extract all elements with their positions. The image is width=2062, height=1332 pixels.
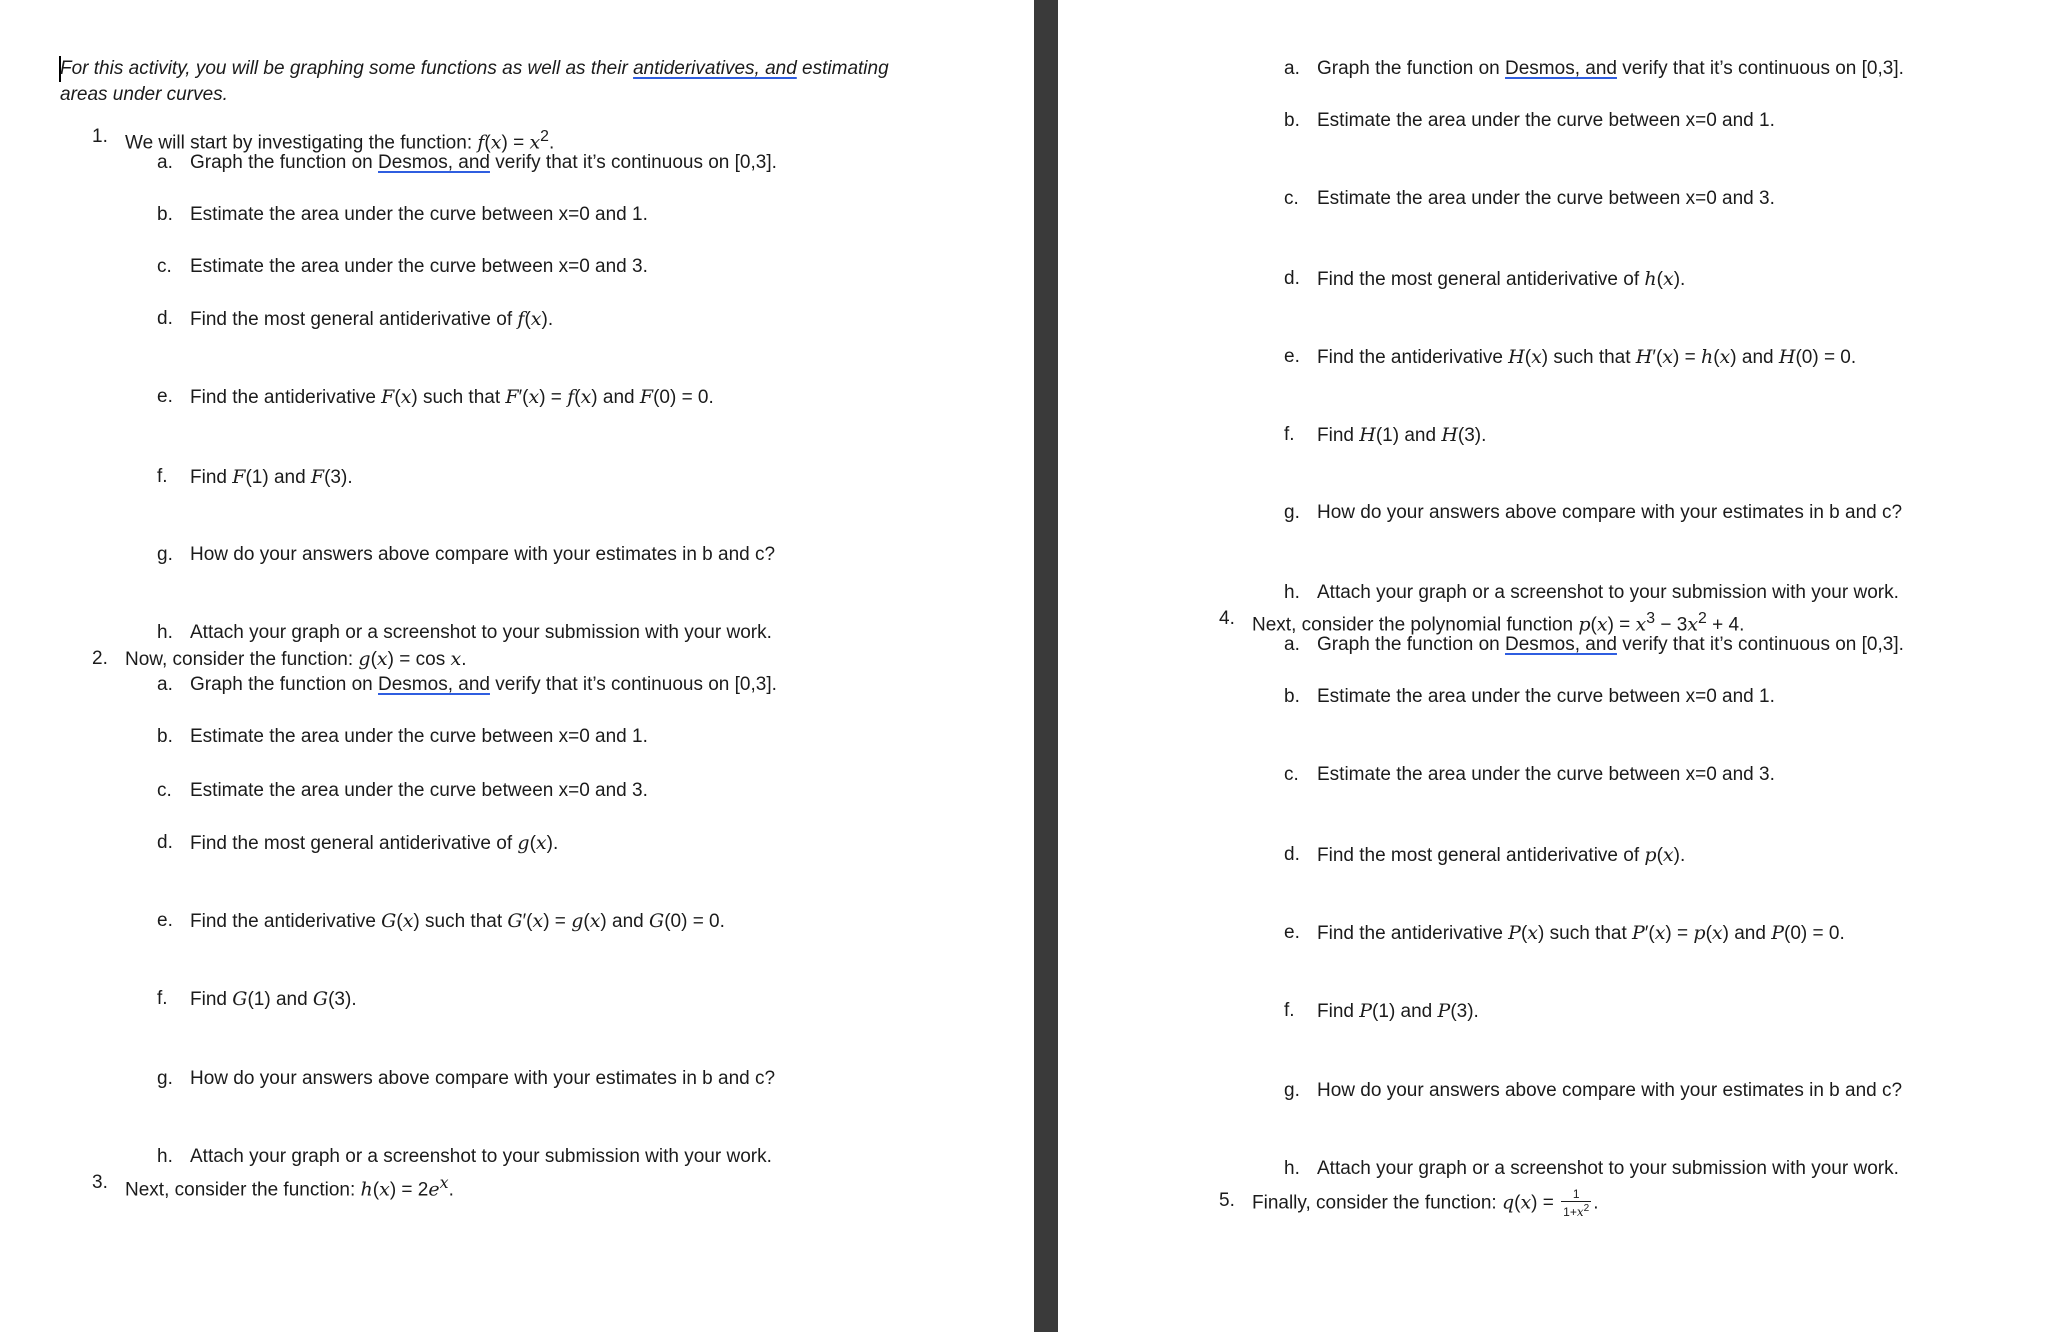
item-text: Estimate the area under the curve between x=0 and 3. (1317, 764, 1775, 785)
question-text: Finally, consider the function: q(x) = $\frac{1}{1+x^2}$ . (1252, 1187, 1599, 1219)
item-text: Graph the function on Desmos, and verify that it’s continuous on [0,3]. (190, 152, 777, 173)
item-text: Estimate the area under the curve between x=0 and 1. (1317, 686, 1775, 707)
question-text: We will start by investigating the function: $f(x) = x^2$. (125, 128, 555, 154)
item-text: Graph the function on Desmos, and verify that it’s continuous on [0,3]. (190, 674, 777, 695)
item-text: Estimate the area under the curve between x=0 and 3. (1317, 188, 1775, 209)
item-text: Find the most general antiderivative of g(x). (190, 832, 559, 854)
question-number: 3. (92, 1172, 108, 1193)
item-letter: d. (157, 832, 173, 853)
item-letter: e. (1284, 922, 1300, 943)
item-letter: b. (1284, 110, 1300, 131)
item-letter: a. (157, 674, 173, 695)
desmos-link[interactable]: Desmos, and (378, 674, 490, 695)
question-text: Now, consider the function: g(x) = cos x. (125, 648, 467, 670)
item-letter: d. (1284, 268, 1300, 289)
item-letter: b. (157, 726, 173, 747)
question-number: 4. (1219, 608, 1235, 629)
item-letter: h. (1284, 582, 1300, 603)
item-text: Find the most general antiderivative of h(x). (1317, 268, 1686, 290)
item-text: Attach your graph or a screenshot to your submission with your work. (1317, 1158, 1899, 1179)
item-text: Find H(1) and H(3). (1317, 424, 1487, 446)
item-letter: h. (1284, 1158, 1300, 1179)
item-letter: g. (157, 544, 173, 565)
item-letter: c. (1284, 188, 1299, 209)
item-letter: e. (157, 910, 173, 931)
item-letter: f. (1284, 1000, 1295, 1021)
item-text: Estimate the area under the curve between x=0 and 1. (190, 726, 648, 747)
item-text: How do your answers above compare with your estimates in b and c? (1317, 1080, 1903, 1101)
item-letter: c. (1284, 764, 1299, 785)
item-text: How do your answers above compare with your estimates in b and c? (1317, 502, 1903, 523)
item-letter: c. (157, 256, 172, 277)
item-text: Graph the function on Desmos, and verify that it’s continuous on [0,3]. (1317, 58, 1904, 79)
item-letter: b. (1284, 686, 1300, 707)
item-letter: a. (1284, 58, 1300, 79)
item-text: Estimate the area under the curve between x=0 and 3. (190, 780, 648, 801)
item-letter: g. (157, 1068, 173, 1089)
item-text: Find the antiderivative G(x) such that G′(x) = g(x) and G(0) = 0. (190, 910, 725, 932)
question-number: 1. (92, 126, 108, 147)
item-letter: f. (157, 988, 168, 1009)
item-letter: a. (157, 152, 173, 173)
item-letter: e. (1284, 346, 1300, 367)
item-letter: b. (157, 204, 173, 225)
item-text: Graph the function on Desmos, and verify that it’s continuous on [0,3]. (1317, 634, 1904, 655)
question-number: 5. (1219, 1190, 1235, 1211)
item-letter: d. (1284, 844, 1300, 865)
item-text: How do your answers above compare with your estimates in b and c? (190, 544, 776, 565)
item-text: Estimate the area under the curve between x=0 and 3. (190, 256, 648, 277)
item-text: Find the antiderivative F(x) such that F′(x) = f(x) and F(0) = 0. (190, 386, 714, 408)
item-letter: h. (157, 622, 173, 643)
item-letter: a. (1284, 634, 1300, 655)
item-text: Find G(1) and G(3). (190, 988, 357, 1010)
page-divider (1034, 0, 1058, 1332)
item-letter: f. (157, 466, 168, 487)
desmos-link[interactable]: Desmos, and (1505, 634, 1617, 655)
item-letter: d. (157, 308, 173, 329)
item-text: Attach your graph or a screenshot to your submission with your work. (190, 622, 772, 643)
item-text: Find F(1) and F(3). (190, 466, 353, 488)
item-text: Find the antiderivative P(x) such that P′(x) = p(x) and P(0) = 0. (1317, 922, 1845, 944)
item-text: Estimate the area under the curve between x=0 and 1. (1317, 110, 1775, 131)
desmos-link[interactable]: Desmos, and (378, 152, 490, 173)
item-text: Attach your graph or a screenshot to your submission with your work. (190, 1146, 772, 1167)
spellcheck-underline[interactable]: antiderivatives, and (633, 58, 797, 79)
question-number: 2. (92, 648, 108, 669)
item-text: Estimate the area under the curve between x=0 and 1. (190, 204, 648, 225)
intro-line-2: areas under curves. (60, 84, 228, 105)
question-text: Next, consider the polynomial function $p(x) = x^3 - 3x^2 + 4$. (1252, 610, 1745, 636)
item-text: Find the most general antiderivative of p(x). (1317, 844, 1686, 866)
desmos-link[interactable]: Desmos, and (1505, 58, 1617, 79)
item-letter: g. (1284, 1080, 1300, 1101)
item-letter: f. (1284, 424, 1295, 445)
item-text: Attach your graph or a screenshot to your submission with your work. (1317, 582, 1899, 603)
item-letter: g. (1284, 502, 1300, 523)
item-text: Find P(1) and P(3). (1317, 1000, 1479, 1022)
item-text: Find the antiderivative H(x) such that H′(x) = h(x) and H(0) = 0. (1317, 346, 1857, 368)
item-text: How do your answers above compare with your estimates in b and c? (190, 1068, 776, 1089)
fraction: $\frac{1}{1+x^2}$ (1563, 1187, 1590, 1219)
item-letter: e. (157, 386, 173, 407)
item-text: Find the most general antiderivative of f(x). (190, 308, 554, 330)
item-letter: c. (157, 780, 172, 801)
document-page-right (1058, 0, 2062, 1332)
question-text: Next, consider the function: $h(x) = 2e^x$. (125, 1173, 454, 1201)
intro-line-1: For this activity, you will be graphing some functions as well as their antiderivatives, and estimating (60, 58, 889, 79)
item-letter: h. (157, 1146, 173, 1167)
